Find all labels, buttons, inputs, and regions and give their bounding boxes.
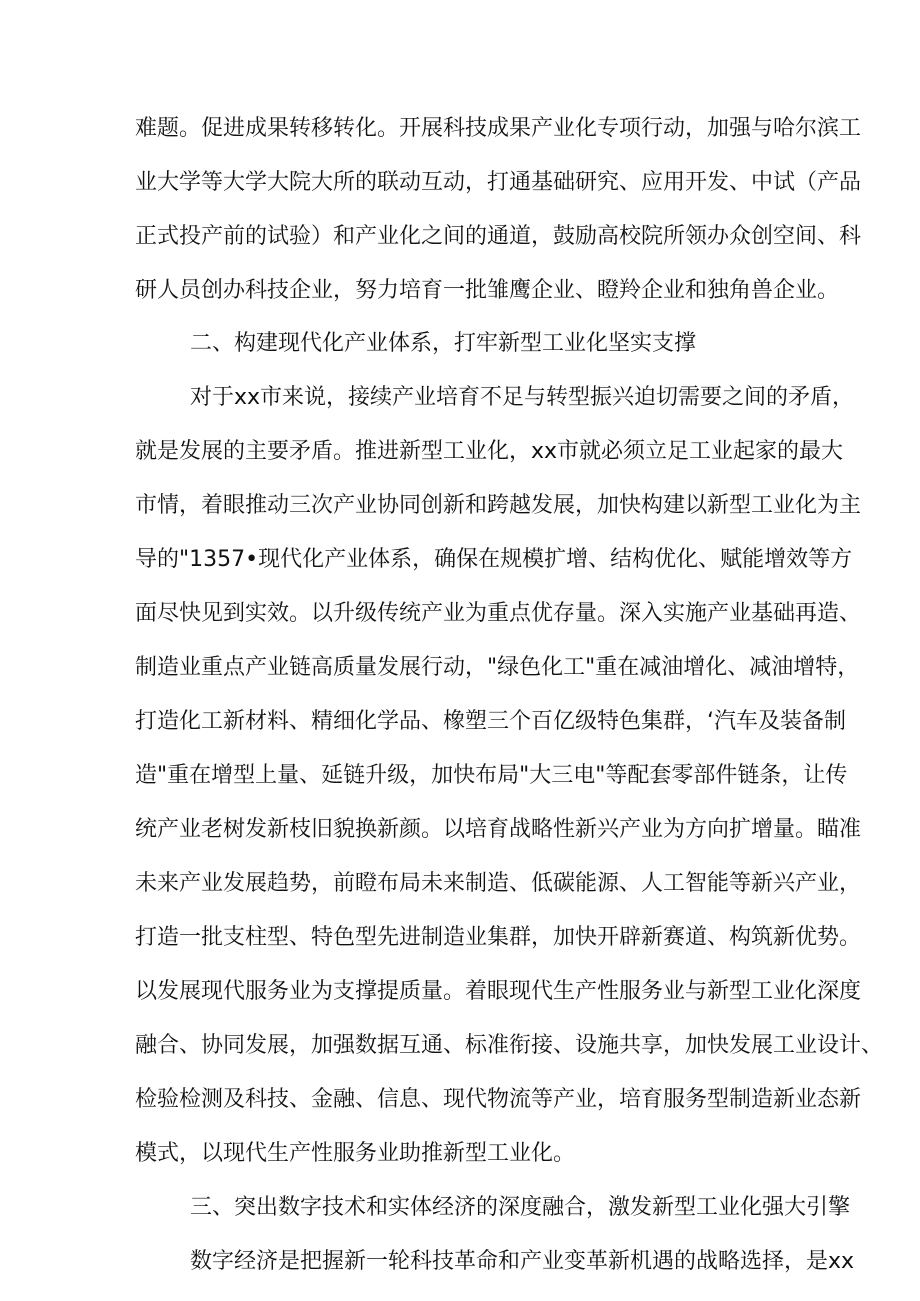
line-text: 打造化工新材料、精细化学品、橡塑三个百亿级特色集群，‘汽车及装备制 [135, 709, 846, 734]
line-text: 研人员创办科技企业，努力培育一批雏鹰企业、瞪羚企业和独角兽企业。 [135, 278, 840, 303]
line-text: 制造业重点产业链高质量发展行动，"绿色化工"重在减油增化、减油增特， [135, 655, 860, 680]
line-text: 数字经济是把握新一轮科技革命和产业变革新机遇的战略选择，是xx [190, 1249, 855, 1274]
line-text: 融合、协同发展，加强数据互通、标准衔接、设施共享，加快发展工业设计、 [135, 1033, 884, 1058]
text-line [0, 864, 920, 904]
line-text: 造"重在增型上量、延链升级，加快布局"大三电"等配套零部件链条，让传 [135, 763, 848, 788]
text-line [0, 1134, 920, 1174]
text-line [0, 378, 920, 418]
text-line [0, 1080, 920, 1120]
text-line [0, 594, 920, 634]
line-text: 难题。促进成果转移转化。开展科技成果产业化专项行动，加强与哈尔滨工 [135, 116, 862, 141]
text-line [0, 918, 920, 958]
text-line [0, 217, 920, 257]
heading-text: 三、突出数字技术和实体经济的深度融合，激发新型工业化强大引擎 [190, 1195, 851, 1220]
line-text: 正式投产前的试验）和产业化之间的通道，鼓励高校院所领办众创空间、科 [135, 224, 862, 249]
line-text: 检验检测及科技、金融、信息、现代物流等产业，培育服务型制造新业态新 [135, 1087, 862, 1112]
text-line [0, 432, 920, 472]
section-heading [0, 324, 920, 364]
text-line [0, 648, 920, 688]
line-text: 对于xx市来说，接续产业培育不足与转型振兴迫切需要之间的矛盾， [190, 385, 855, 410]
line-text: 面尽快见到实效。以升级传统产业为重点优存量。深入实施产业基础再造、 [135, 601, 862, 626]
text-line [0, 702, 920, 742]
heading-text: 二、构建现代化产业体系，打牢新型工业化坚实支撑 [190, 331, 697, 356]
text-line [0, 1242, 920, 1282]
text-line [0, 109, 920, 149]
line-text: 统产业老树发新枝旧貌换新颜。以培育战略性新兴产业为方向扩增量。瞄准 [135, 817, 862, 842]
line-text: 未来产业发展趋势，前瞪布局未来制造、低碳能源、人工智能等新兴产业， [135, 871, 862, 896]
text-line [0, 810, 920, 850]
text-line [0, 540, 920, 580]
line-text: 以发展现代服务业为支撑提质量。着眼现代生产性服务业与新型工业化深度 [135, 979, 862, 1004]
section-heading [0, 1188, 920, 1228]
line-text: 市情，着眼推动三次产业协同创新和跨越发展，加快构建以新型工业化为主 [135, 493, 862, 518]
line-text: 打造一批支柱型、特色型先进制造业集群，加快开辟新赛道、构筑新优势。 [135, 925, 862, 950]
text-line [0, 1026, 920, 1066]
text-line [0, 972, 920, 1012]
text-line [0, 486, 920, 526]
line-text: 就是发展的主要矛盾。推进新型工业化，xx市就必须立足工业起家的最大 [135, 439, 844, 464]
line-text: 导的"1357•现代化产业体系，确保在规模扩增、结构优化、赋能增效等方 [135, 547, 853, 572]
text-line [0, 163, 920, 203]
text-line [0, 271, 920, 311]
line-text: 模式，以现代生产性服务业助推新型工业化。 [135, 1141, 576, 1166]
line-text: 业大学等大学大院大所的联动互动，打通基础研究、应用开发、中试（产品 [135, 170, 862, 195]
text-line [0, 756, 920, 796]
